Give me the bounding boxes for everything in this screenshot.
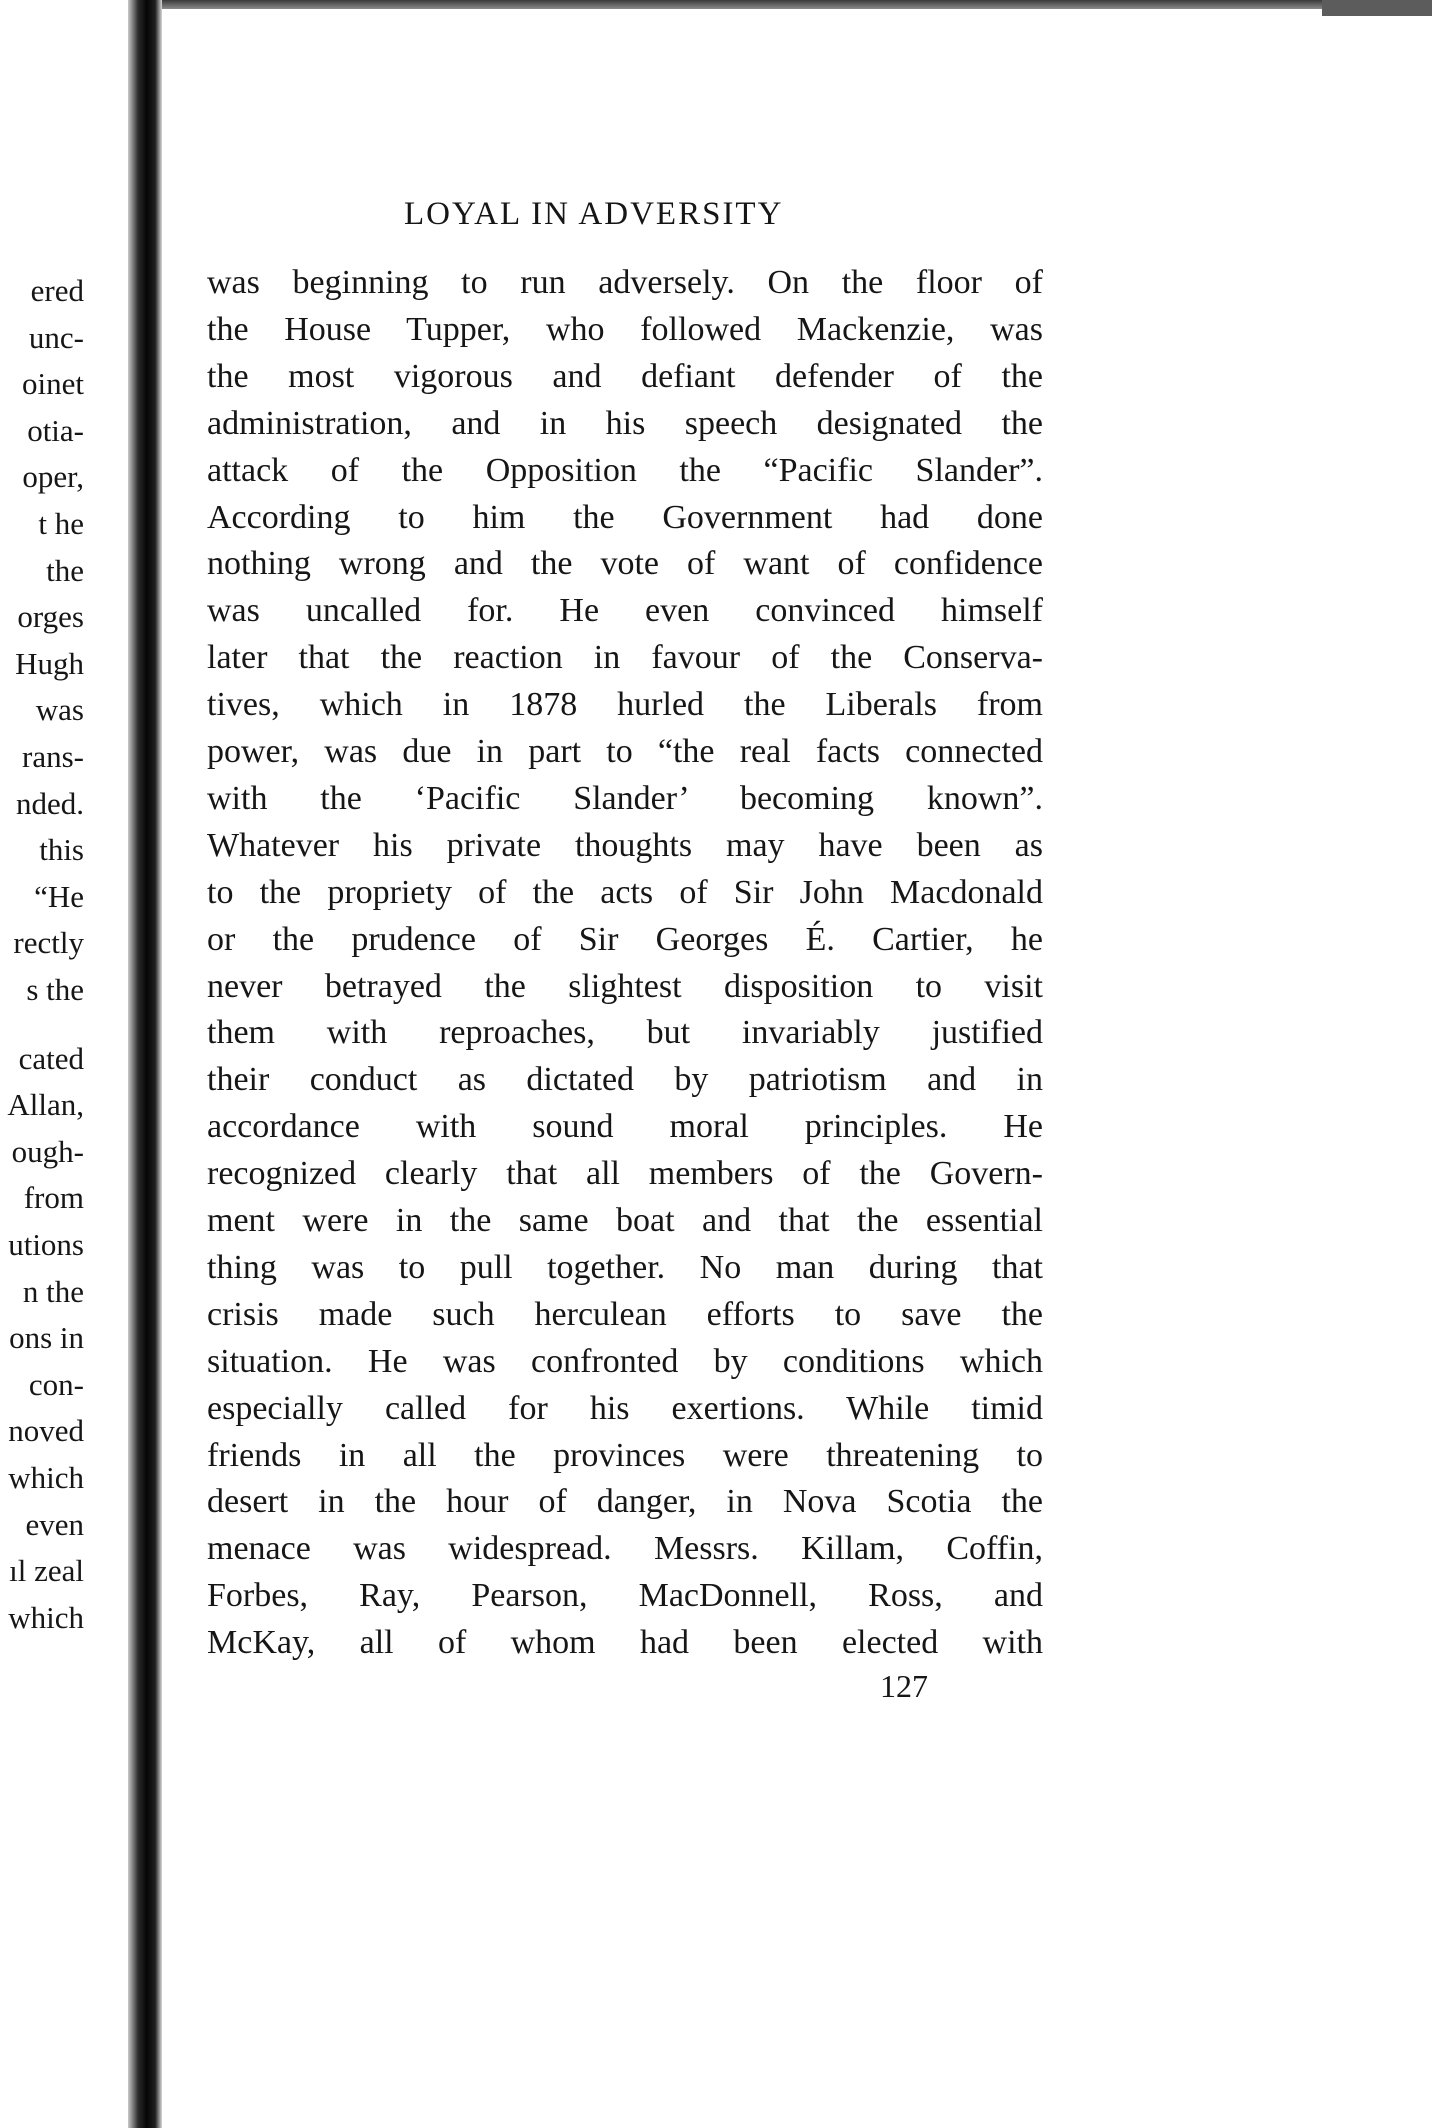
body-text-line: especially called for his exertions. While timid — [207, 1389, 1043, 1427]
body-text-line: the House Tupper, who followed Mackenzie, was — [207, 310, 1043, 348]
left-page-line-fragment: which — [8, 1460, 84, 1495]
left-page-line-fragment: the — [46, 552, 84, 588]
body-text-line: attack of the Opposition the “Pacific Slander”. — [207, 451, 1043, 489]
left-page-line-fragment: oper, — [22, 459, 84, 495]
left-page — [0, 0, 126, 2128]
body-text-line: recognized clearly that all members of the Govern- — [207, 1155, 1043, 1193]
page-number: 127 — [880, 1668, 928, 1704]
body-text-line: According to him the Government had done — [207, 498, 1043, 536]
left-page-line-fragment: from — [23, 1180, 84, 1216]
left-page-line-fragment: oinet — [22, 366, 84, 402]
left-page-line-fragment: otia- — [27, 412, 84, 448]
left-page-line-fragment: even — [25, 1506, 84, 1542]
body-text-line: ment were in the same boat and that the essential — [207, 1202, 1043, 1239]
body-text-line: crisis made such herculean efforts to save the — [207, 1295, 1043, 1333]
left-page-line-fragment: orges — [17, 599, 84, 635]
body-text-line: nothing wrong and the vote of want of confidence — [207, 545, 1043, 583]
body-text-line: situation. He was confronted by conditions which — [207, 1342, 1043, 1380]
left-page-line-fragment: cated — [18, 1040, 84, 1076]
body-text-line: their conduct as dictated by patriotism and in — [207, 1061, 1043, 1099]
running-header: LOYAL IN ADVERSITY — [404, 196, 784, 232]
body-text-line: to the propriety of the acts of Sir John Macdonald — [207, 873, 1043, 911]
body-text-line: friends in all the provinces were threatening to — [207, 1436, 1043, 1474]
body-text-line: the most vigorous and defiant defender of the — [207, 357, 1043, 395]
body-text-line: McKay, all of whom had been elected with — [207, 1624, 1043, 1662]
left-page-line-fragment: s the — [26, 972, 84, 1007]
body-text-line: later that the reaction in favour of the Conserva- — [207, 639, 1043, 677]
body-text-line: with the ‘Pacific Slander’ becoming known”. — [207, 779, 1043, 817]
left-page-line-fragment: rans- — [22, 739, 84, 774]
left-page-line-fragment: “He — [34, 878, 84, 914]
left-page-line-fragment: Allan, — [7, 1087, 84, 1123]
left-page-line-fragment: was — [35, 692, 84, 728]
body-text-line: or the prudence of Sir Georges É. Cartier, he — [207, 920, 1043, 958]
body-text-line: thing was to pull together. No man during that — [207, 1248, 1043, 1286]
body-text-line: tives, which in 1878 hurled the Liberals from — [207, 686, 1043, 724]
left-page-line-fragment: unc- — [28, 319, 84, 355]
body-text-line: power, was due in part to “the real facts connected — [207, 733, 1043, 770]
left-page-line-fragment: ons in — [9, 1320, 84, 1356]
body-text-line: Whatever his private thoughts may have been as — [207, 826, 1043, 864]
left-page-line-fragment: rectly — [13, 925, 84, 961]
book-gutter — [128, 0, 162, 2128]
body-text-line: menace was widespread. Messrs. Killam, Coffin, — [207, 1530, 1043, 1568]
left-page-line-fragment: Hugh — [15, 645, 84, 681]
left-page-line-fragment: t he — [38, 506, 84, 541]
left-page-line-fragment: which — [8, 1599, 84, 1635]
left-page-line-fragment: noved — [8, 1413, 84, 1449]
left-page-line-fragment: ough- — [11, 1133, 84, 1169]
left-page-line-fragment: this — [39, 832, 84, 868]
left-page-line-fragment: utions — [8, 1227, 84, 1262]
body-text-line: was uncalled for. He even convinced himself — [207, 592, 1043, 630]
book-top-edge-shadow — [160, 0, 1432, 9]
body-text-line: desert in the hour of danger, in Nova Scotia the — [207, 1483, 1043, 1521]
body-text-line: was beginning to run adversely. On the floor of — [207, 264, 1043, 301]
body-text-line: them with reproaches, but invariably justified — [207, 1014, 1043, 1052]
left-page-line-fragment: ıl zeal — [9, 1553, 84, 1589]
left-page-line-fragment: n the — [22, 1273, 84, 1309]
book-top-edge-corner — [1322, 0, 1432, 16]
body-text-line: never betrayed the slightest disposition to visit — [207, 967, 1043, 1005]
left-page-line-fragment: ered — [30, 273, 84, 308]
body-text-line: accordance with sound moral principles. He — [207, 1108, 1043, 1146]
left-page-line-fragment: nded. — [15, 785, 84, 821]
left-page-line-fragment: con- — [28, 1366, 84, 1402]
body-text-line: administration, and in his speech designated the — [207, 404, 1043, 442]
body-text-line: Forbes, Ray, Pearson, MacDonnell, Ross, and — [207, 1577, 1043, 1615]
